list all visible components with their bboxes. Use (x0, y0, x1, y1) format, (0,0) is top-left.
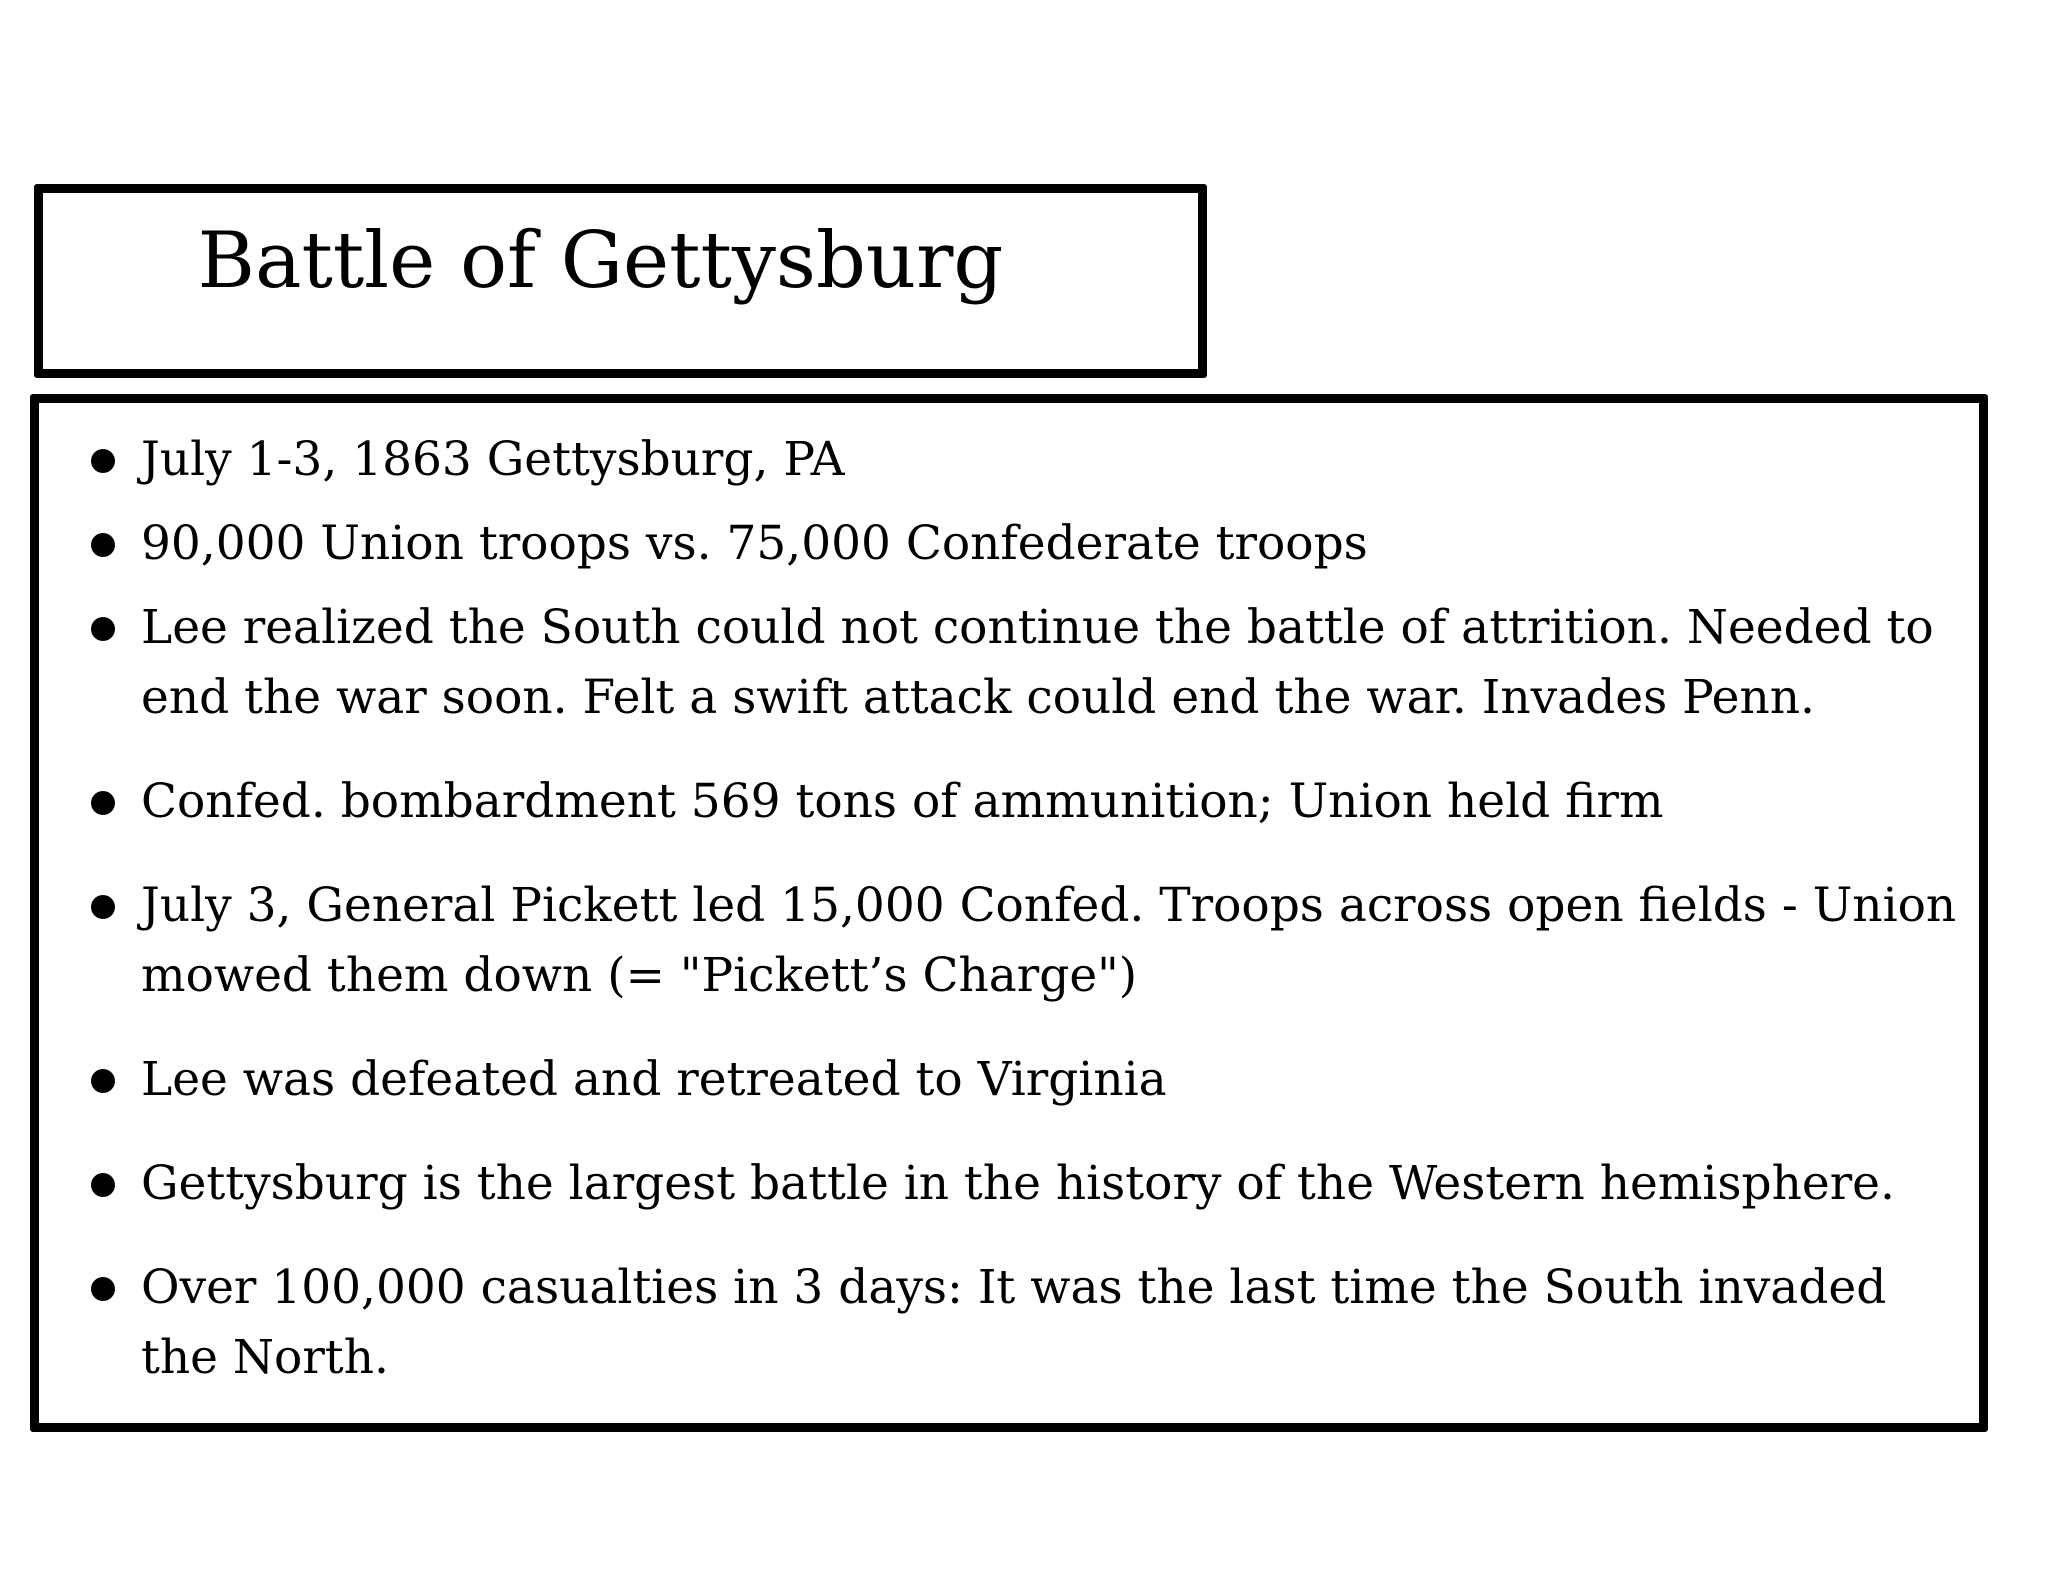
bullet-dot-icon (91, 449, 115, 473)
bullet-dot-icon (91, 1277, 115, 1301)
bullet-item (91, 1045, 1976, 1115)
bullet-item (91, 509, 1976, 579)
bullet-dot-icon (91, 533, 115, 557)
slide-title: Battle of Gettysburg (197, 216, 1004, 306)
bullet-text: Lee was defeated and retreated to Virginia (141, 1052, 1167, 1107)
bullet-text: Over 100,000 casualties in 3 days: It was the last time the South invaded the North. (141, 1260, 1887, 1385)
bullet-text: Confed. bombardment 569 tons of ammunition; Union held firm (141, 774, 1664, 829)
bullet-text: July 1-3, 1863 Gettysburg, PA (141, 432, 845, 487)
bullet-item (91, 425, 1976, 495)
bullet-dot-icon (91, 791, 115, 815)
content-box (30, 394, 1988, 1432)
bullet-dot-icon (91, 895, 115, 919)
bullet-dot-icon (91, 617, 115, 641)
bullet-dot-icon (91, 1173, 115, 1197)
bullet-item (91, 1149, 1976, 1219)
bullet-item (91, 767, 1976, 837)
bullet-item (91, 871, 1976, 1011)
bullet-text: July 3, General Pickett led 15,000 Confed. Troops across open fields - Union mowed them down (= "Pickett’s Charge") (141, 878, 1957, 1003)
bullet-text: 90,000 Union troops vs. 75,000 Confederate troops (141, 516, 1368, 571)
title-box (34, 184, 1207, 378)
bullet-item (91, 1253, 1976, 1393)
bullet-text: Lee realized the South could not continue the battle of attrition. Needed to end the war soon. Felt a swift attack could end the war. Invades Penn. (141, 600, 1934, 725)
bullet-item (91, 593, 1976, 733)
bullet-list (91, 425, 1976, 1407)
bullet-dot-icon (91, 1069, 115, 1093)
bullet-text: Gettysburg is the largest battle in the history of the Western hemisphere. (141, 1156, 1895, 1211)
